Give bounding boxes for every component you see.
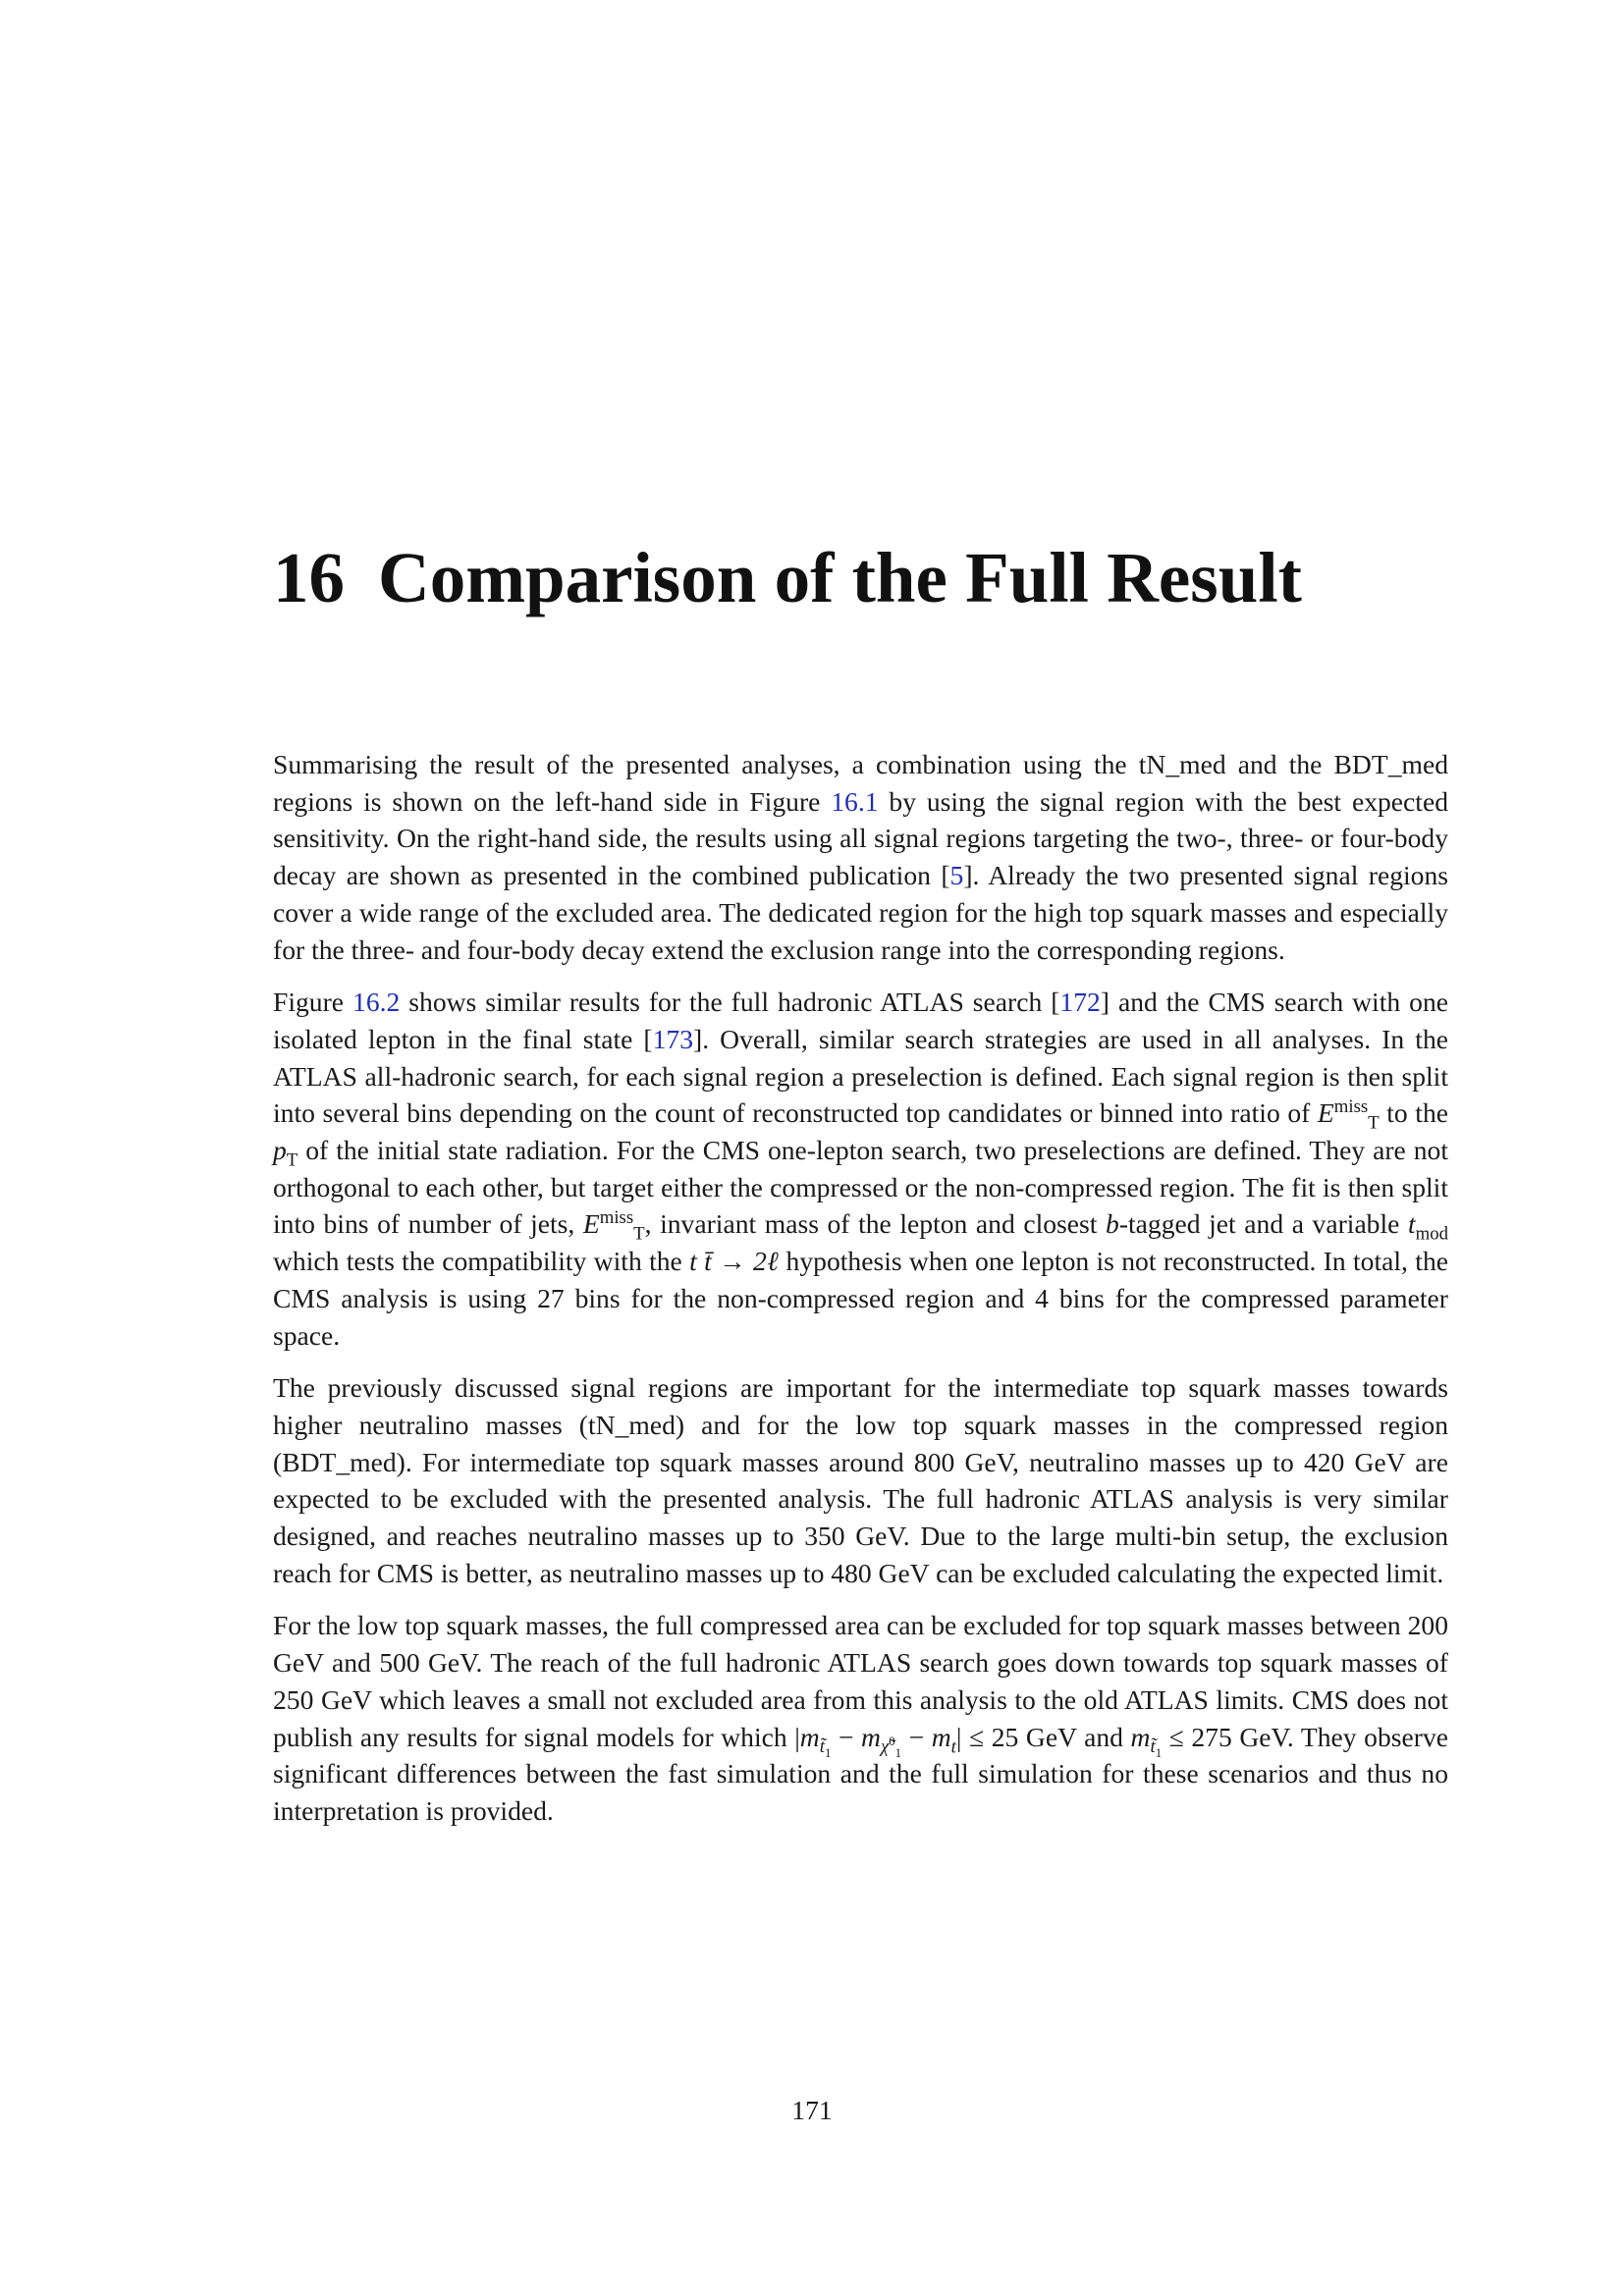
math-tmod xyxy=(1407,1208,1448,1245)
math-symbol: χ̃ xyxy=(880,1736,890,1758)
math-ttbar-2l: t t̄ → 2ℓ xyxy=(689,1246,780,1277)
chapter-title xyxy=(273,535,1451,621)
math-b: b xyxy=(1106,1208,1119,1240)
math-symbol: t xyxy=(1407,1208,1416,1240)
math-etmiss xyxy=(582,1207,645,1245)
paragraph-2-text: which tests the compatibility with the xyxy=(273,1246,690,1277)
math-subscript: mod xyxy=(1415,1223,1448,1245)
math-subscript xyxy=(819,1736,832,1760)
math-symbol: E xyxy=(1317,1097,1334,1129)
body-text xyxy=(273,746,1448,1845)
math-symbol: t xyxy=(950,1736,956,1758)
math-symbol: m xyxy=(799,1721,820,1752)
math-superscript: miss xyxy=(599,1207,634,1229)
math-stop-mass-condition xyxy=(1130,1721,1287,1760)
math-pt xyxy=(273,1135,298,1171)
math-subscript: T xyxy=(1368,1112,1380,1134)
citation-ref-173[interactable]: 173 xyxy=(652,1023,693,1054)
math-subscript xyxy=(880,1734,901,1760)
math-symbol: ≤ 275 GeV xyxy=(1162,1721,1287,1752)
paragraph-4-text: . They observe significant differences between the fast simulation and the full simulation for these scenarios and thus no interpretation is provided. xyxy=(273,1721,1448,1826)
math-symbol: − xyxy=(900,1721,932,1752)
figure-ref-16-1[interactable]: 16.1 xyxy=(831,785,879,817)
math-symbol: ≤ 25 GeV xyxy=(961,1721,1077,1752)
page-number: 171 xyxy=(791,2095,833,2125)
figure-ref-16-2[interactable]: 16.2 xyxy=(352,987,401,1018)
math-superscript: 0 xyxy=(889,1734,895,1748)
math-symbol: − xyxy=(831,1721,862,1752)
paragraph-4-text: For the low top squark masses, the full compressed area can be excluded for top squark masses between 200 GeV and 500 GeV. The reach of the full hadronic ATLAS search goes down towards top squark masses of 250 GeV which leaves a small not excluded area from this analysis to the old ATLAS limits. CMS does not publish any results for signal models for which xyxy=(273,1610,1448,1752)
paragraph-1-text: by using the signal region with the best expected sensitivity. On the right-hand side, the results using all signal regions targeting the two-, three- or four-body decay are shown as presented in the combined publication [ xyxy=(273,785,1449,891)
math-subscript: T xyxy=(633,1223,645,1245)
paragraph-4-text: and xyxy=(1076,1721,1131,1752)
citation-ref-5[interactable]: 5 xyxy=(949,860,964,891)
paragraph-2-text: of the initial state radiation. For the CMS one-lepton search, two preselections are defined. They are not orthogonal to each other, but target either the compressed or the non-compressed region. The fit is then split into bins of number of jets, xyxy=(273,1135,1448,1240)
math-subscript: T xyxy=(286,1149,298,1171)
math-symbol: m xyxy=(931,1721,951,1752)
paragraph-1-text: Summarising the result of the presented analyses, a combination using the tN_med and the BDT_med regions is shown on the left-hand side in Figure xyxy=(273,749,1448,817)
math-subscript: 1 xyxy=(1155,1745,1163,1760)
math-subscript xyxy=(1150,1736,1163,1760)
paragraph-2-text: ]. Overall, similar search strategies are used in all analyses. In the ATLAS all-hadronic search, for each signal region a preselection is defined. Each signal region is then split into several bins depending on the count of reconstructed top candidates or binned into ratio of xyxy=(273,1023,1448,1129)
math-symbol: t̃ xyxy=(819,1736,825,1758)
math-symbol: p xyxy=(273,1135,287,1166)
math-etmiss xyxy=(1317,1096,1380,1134)
paragraph-2-text: hypothesis when one lepton is not reconstructed. In total, the CMS analysis is using 27 bins for the non-compressed region and 4 bins for the compressed parameter space. xyxy=(273,1246,1448,1351)
math-subscript: 1 xyxy=(824,1745,832,1760)
math-symbol: m xyxy=(1130,1721,1151,1752)
chapter-title-text: Comparison of the Full Result xyxy=(378,538,1302,617)
paragraph-2 xyxy=(273,984,1448,1354)
paragraph-2-text: shows similar results for the full hadronic ATLAS search [ xyxy=(400,987,1060,1018)
math-symbol: | xyxy=(794,1721,800,1752)
math-symbol: t̃ xyxy=(1150,1736,1156,1758)
chapter-number: 16 xyxy=(273,538,345,617)
paragraph-2-text: to the xyxy=(1379,1097,1448,1129)
math-superscript: miss xyxy=(1333,1096,1369,1118)
paragraph-2-text: Figure xyxy=(273,987,353,1018)
paragraph-2-text: -tagged jet and a variable xyxy=(1118,1208,1408,1240)
paragraph-2-text: ] and the CMS search with one isolated lepton in the final state [ xyxy=(273,987,1448,1054)
paragraph-1 xyxy=(273,746,1448,968)
math-symbol: | xyxy=(955,1721,962,1752)
paragraph-1-text: ]. Already the two presented signal regions cover a wide range of the excluded area. The dedicated region for the high top squark masses and especially for the three- and four-body decay extend the exclusion range into the corresponding regions. xyxy=(273,860,1448,965)
math-mass-condition xyxy=(794,1721,1077,1760)
math-symbol: m xyxy=(861,1721,881,1752)
math-symbol: E xyxy=(582,1208,600,1240)
paragraph-2-text: , invariant mass of the lepton and closest xyxy=(644,1208,1107,1240)
math-subscript: 1 xyxy=(894,1745,901,1760)
paragraph-3: The previously discussed signal regions are important for the intermediate top squark masses towards higher neutralino masses (tN_med) and for the low top squark masses in the compressed region (BDT_med). For intermediate top squark masses around 800 GeV, neutralino masses up to 420 GeV are expected to be excluded with the presented analysis. The full hadronic ATLAS analysis is very similar designed, and reaches neutralino masses up to 350 GeV. Due to the large multi-bin setup, the exclusion reach for CMS is better, as neutralino masses up to 480 GeV can be excluded calculating the expected limit. xyxy=(273,1372,1448,1588)
paragraph-4 xyxy=(273,1607,1448,1829)
citation-ref-172[interactable]: 172 xyxy=(1059,987,1101,1018)
